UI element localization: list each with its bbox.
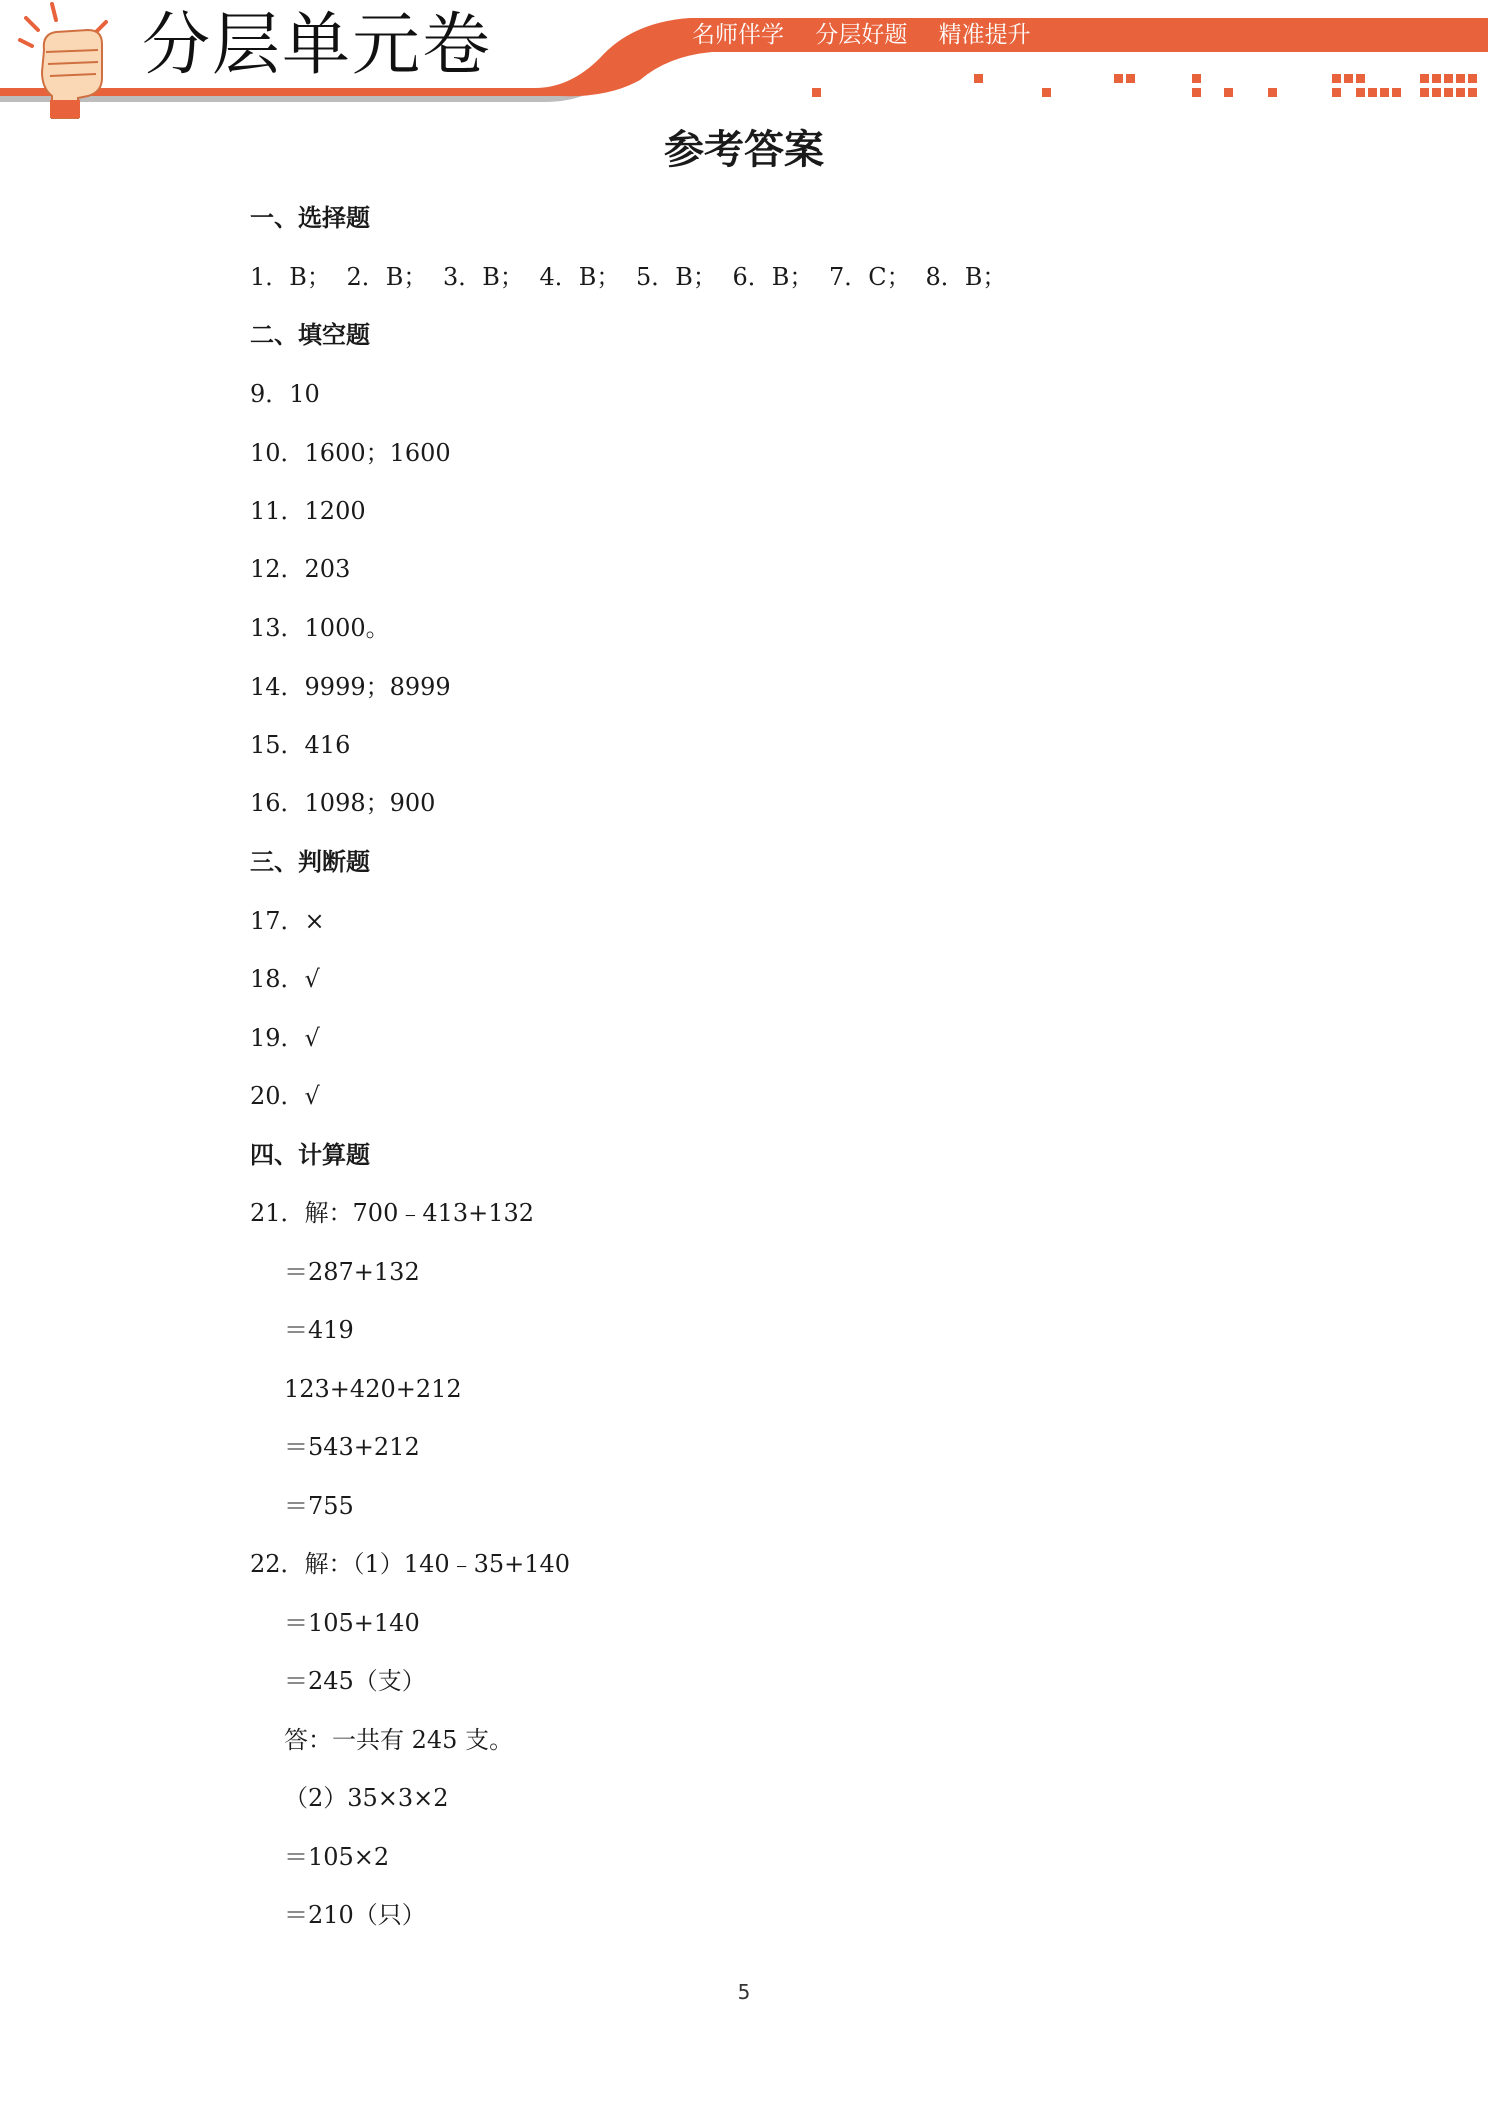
fist-logo-icon [12,0,122,120]
answer-line: 10．1600；1600 [250,439,451,467]
answer-line: ＝287+132 [284,1258,420,1286]
answer-line: ＝543+212 [284,1433,420,1461]
answer-line: 11．1200 [250,497,366,525]
answer-line: 15．416 [250,731,351,759]
answer-line: （2）35×3×2 [284,1784,449,1812]
answer-line: ＝105+140 [284,1609,420,1637]
answer-line: 13．1000。 [250,614,390,642]
answer-line: 22．解：（1）140﹣35+140 [250,1550,571,1578]
answer-line: ＝245（支） [284,1667,426,1695]
answer-line: 14．9999；8999 [250,673,451,701]
section-heading-calc: 四、计算题 [250,1140,370,1169]
answer-line: ＝105×2 [284,1843,390,1871]
brand-title: 分层单元卷 [142,6,493,85]
answer-line: 17．× [250,907,325,935]
slogan-3: 精准提升 [938,22,1031,48]
slogan [692,18,1055,52]
answer-line: ＝419 [284,1316,354,1344]
slogan-1: 名师伴学 [692,22,784,48]
choice-answer: 1．B； [250,263,331,291]
choice-answer: 3．B； [443,263,524,291]
slogan-2: 分层好题 [815,22,908,48]
choice-answers-row [250,260,1022,294]
answer-line: 20．√ [250,1082,320,1110]
section-heading-fill: 二、填空题 [250,320,370,349]
answer-line: 16．1098；900 [250,789,436,817]
answer-line: 答：一共有 245 支。 [284,1726,514,1754]
section-heading-judge: 三、判断题 [250,847,370,876]
header-banner [0,0,1488,120]
choice-answer: 6．B； [732,263,814,291]
choice-answer: 4．B； [539,263,621,291]
answer-line: 18．√ [250,965,320,993]
choice-answer: 7．C； [829,263,911,291]
answer-line: 21．解：700﹣413+132 [250,1199,535,1227]
answer-line: 12．203 [250,555,351,583]
answer-line: ＝755 [284,1492,354,1520]
answer-line: 123+420+212 [284,1375,462,1403]
section-heading-choice: 一、选择题 [250,203,370,232]
choice-answer: 2．B； [346,263,428,291]
answer-line: ＝210（只） [284,1901,426,1929]
document-title: 参考答案 [664,126,824,173]
choice-answer: 5．B； [636,263,717,291]
choice-answer: 8．B； [925,263,1007,291]
answer-line: 19．√ [250,1024,320,1052]
answer-line: 9．10 [250,380,320,408]
page-number: 5 [737,1980,751,2004]
